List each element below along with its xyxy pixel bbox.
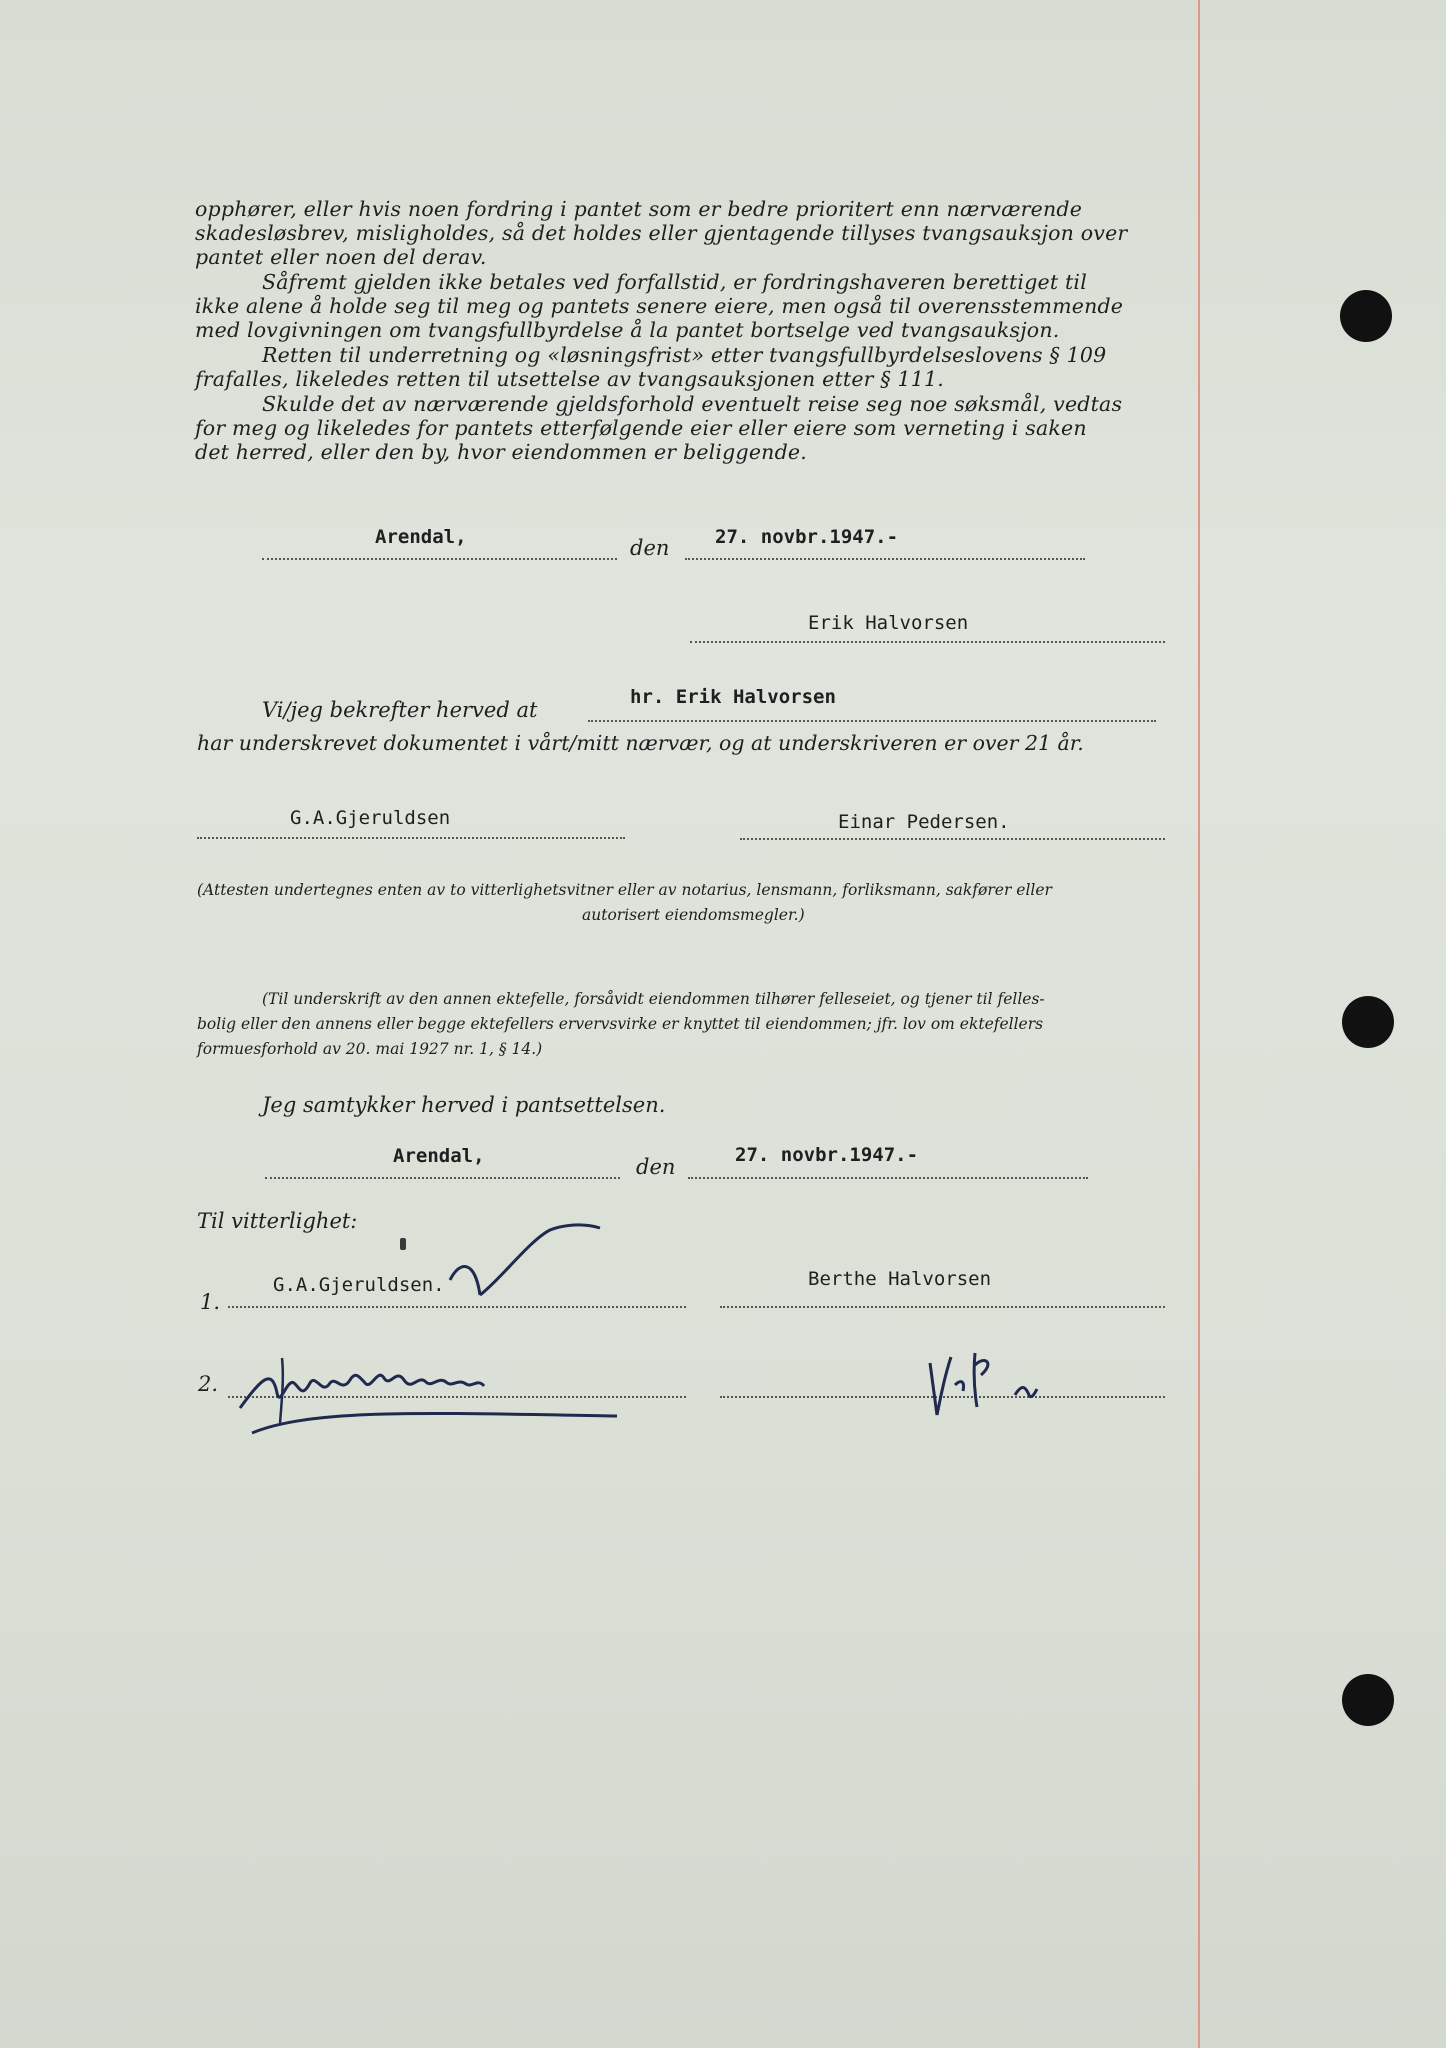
dotted-line — [262, 558, 617, 560]
witness-1-name: G.A.Gjeruldsen — [290, 807, 451, 829]
witness-2-name: Einar Pedersen. — [838, 811, 1010, 833]
dotted-line — [685, 558, 1085, 560]
witness-1-typed: G.A.Gjeruldsen. — [273, 1274, 445, 1296]
punch-hole — [1340, 290, 1392, 342]
witness-heading: Til vitterlighet: — [197, 1209, 358, 1233]
den-label: den — [630, 536, 670, 560]
text-line: med lovgivningen om tvangsfullbyrdelse å la pantet bortselge ved tvangsauksjon. — [195, 318, 1060, 342]
signing-place: Arendal, — [375, 526, 467, 548]
confirmed-name: hr. Erik Halvorsen — [630, 686, 836, 708]
margin-line — [1198, 0, 1200, 2048]
ink-mark — [400, 1238, 406, 1250]
consent-date: 27. novbr.1947.- — [735, 1144, 919, 1166]
consent-place: Arendal, — [393, 1145, 485, 1167]
handwritten-signature — [232, 1338, 632, 1448]
attest-note-line: (Attesten undertegnes enten av to vitterlighetsvitner eller av notarius, lensmann, forliksmann, sakfører eller — [197, 881, 1052, 899]
den-label: den — [636, 1155, 676, 1179]
text-line: skadesløsbrev, misligholdes, så det holdes eller gjentagende tillyses tvangsauksjon over — [195, 221, 1128, 245]
text-line: Såfremt gjelden ikke betales ved forfallstid, er fordringshaveren berettiget til — [262, 270, 1087, 294]
confirmation-prefix: Vi/jeg bekrefter herved at — [262, 698, 538, 722]
signing-date: 27. novbr.1947.- — [715, 526, 899, 548]
text-line: Skulde det av nærværende gjeldsforhold eventuelt reise seg noe søksmål, vedtas — [262, 392, 1123, 416]
dotted-line — [588, 720, 1156, 722]
confirmation-suffix: har underskrevet dokumentet i vårt/mitt nærvær, og at underskriveren er over 21 år. — [197, 731, 1084, 755]
text-line: ikke alene å holde seg til meg og pantets senere eiere, men også til overensstemmende — [195, 294, 1124, 318]
punch-hole — [1342, 1674, 1394, 1726]
signatory-name: Erik Halvorsen — [808, 612, 969, 634]
spouse-note-line: (Til underskrift av den annen ektefelle, forsåvidt eiendommen tilhører felleseiet, og tjener til felles- — [262, 990, 1045, 1008]
signature-line — [720, 1306, 1165, 1308]
witness-line — [197, 837, 625, 839]
spouse-note-line: bolig eller den annens eller begge ektefellers ervervsvirke er knyttet til eiendommen; jfr. lov om ektefellers — [197, 1015, 1044, 1033]
witness-number: 1. — [200, 1290, 221, 1314]
handwritten-signature — [440, 1220, 620, 1320]
dotted-line — [688, 1177, 1088, 1179]
text-line: Retten til underretning og «løsningsfrist» etter tvangsfullbyrdelseslovens § 109 — [262, 343, 1107, 367]
text-line: for meg og likeledes for pantets etterfølgende eier eller eiere som verneting i saken — [195, 416, 1087, 440]
spouse-name: Berthe Halvorsen — [808, 1268, 992, 1290]
consent-text: Jeg samtykker herved i pantsettelsen. — [262, 1093, 666, 1117]
handwritten-signature — [925, 1345, 1075, 1425]
spouse-note-line: formuesforhold av 20. mai 1927 nr. 1, § 14.) — [197, 1040, 543, 1058]
text-line: pantet eller noen del derav. — [195, 245, 487, 269]
dotted-line — [265, 1177, 620, 1179]
text-line: frafalles, likeledes retten til utsettelse av tvangsauksjonen etter § 111. — [195, 367, 945, 391]
witness-line — [740, 838, 1165, 840]
witness-number: 2. — [198, 1372, 219, 1396]
text-line: opphører, eller hvis noen fordring i pantet som er bedre prioritert enn nærværende — [195, 197, 1083, 221]
attest-note-line: autorisert eiendomsmegler.) — [582, 906, 805, 924]
signature-line — [690, 641, 1165, 643]
text-line: det herred, eller den by, hvor eiendommen er beliggende. — [195, 440, 807, 464]
punch-hole — [1342, 996, 1394, 1048]
